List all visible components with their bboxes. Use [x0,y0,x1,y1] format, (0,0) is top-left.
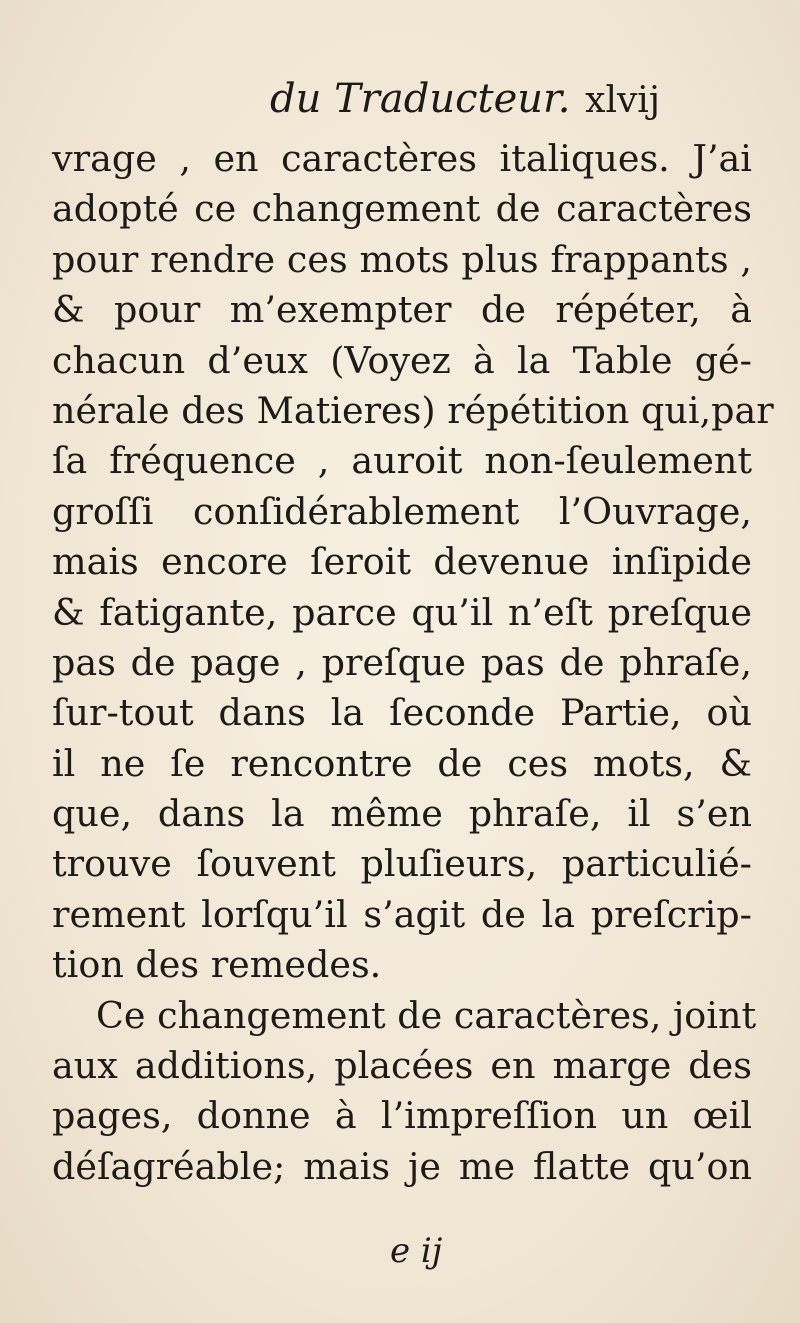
page-header [270,72,660,132]
text-line: que, dans la même phraſe, il s’en [52,792,752,836]
text-line: pages, donne à l’impreſſion un œil [52,1094,752,1138]
text-line: trouve ſouvent pluſieurs, particulié- [52,842,752,886]
text-line: groſſi conſidérablement l’Ouvrage, [52,489,752,533]
text-line: ſur-tout dans la ſeconde Partie, où [52,691,752,735]
text-line: nérale des Matieres) répétition qui,par [52,388,774,432]
text-line: tion des remedes. [52,943,382,987]
text-line: pas de page , preſque pas de phraſe, [52,640,752,684]
text-line: vrage , en caractères italiques. J’ai [52,137,752,180]
text-line: pour rendre ces mots plus frappants , [52,237,752,281]
text-line: il ne ſe rencontre de ces mots, & [52,741,752,785]
text-line: adopté ce changement de caractères [52,187,752,231]
text-line: déſagréable; mais je me flatte qu’on [52,1144,752,1188]
body-text [52,134,774,1192]
text-line: aux additions, placées en marge des [52,1044,752,1088]
page-number: xlvij [585,80,660,121]
text-line: & fatigante, parce qu’il n’eſt preſque [52,590,752,634]
text-line: chacun d’eux (Voyez à la Table gé- [52,338,752,382]
running-head: du Traducteur. [270,76,571,122]
text-line: rement lorſqu’il s’agit de la preſcrip- [52,892,752,936]
signature-mark: e ij [390,1231,443,1271]
text-line: ſa fréquence , auroit non-ſeulement [52,439,752,483]
text-line: Ce changement de caractères, joint [96,993,757,1037]
text-line: & pour m’exempter de répéter, à [52,288,752,332]
text-line: mais encore ſeroit devenue inſipide [52,540,752,584]
